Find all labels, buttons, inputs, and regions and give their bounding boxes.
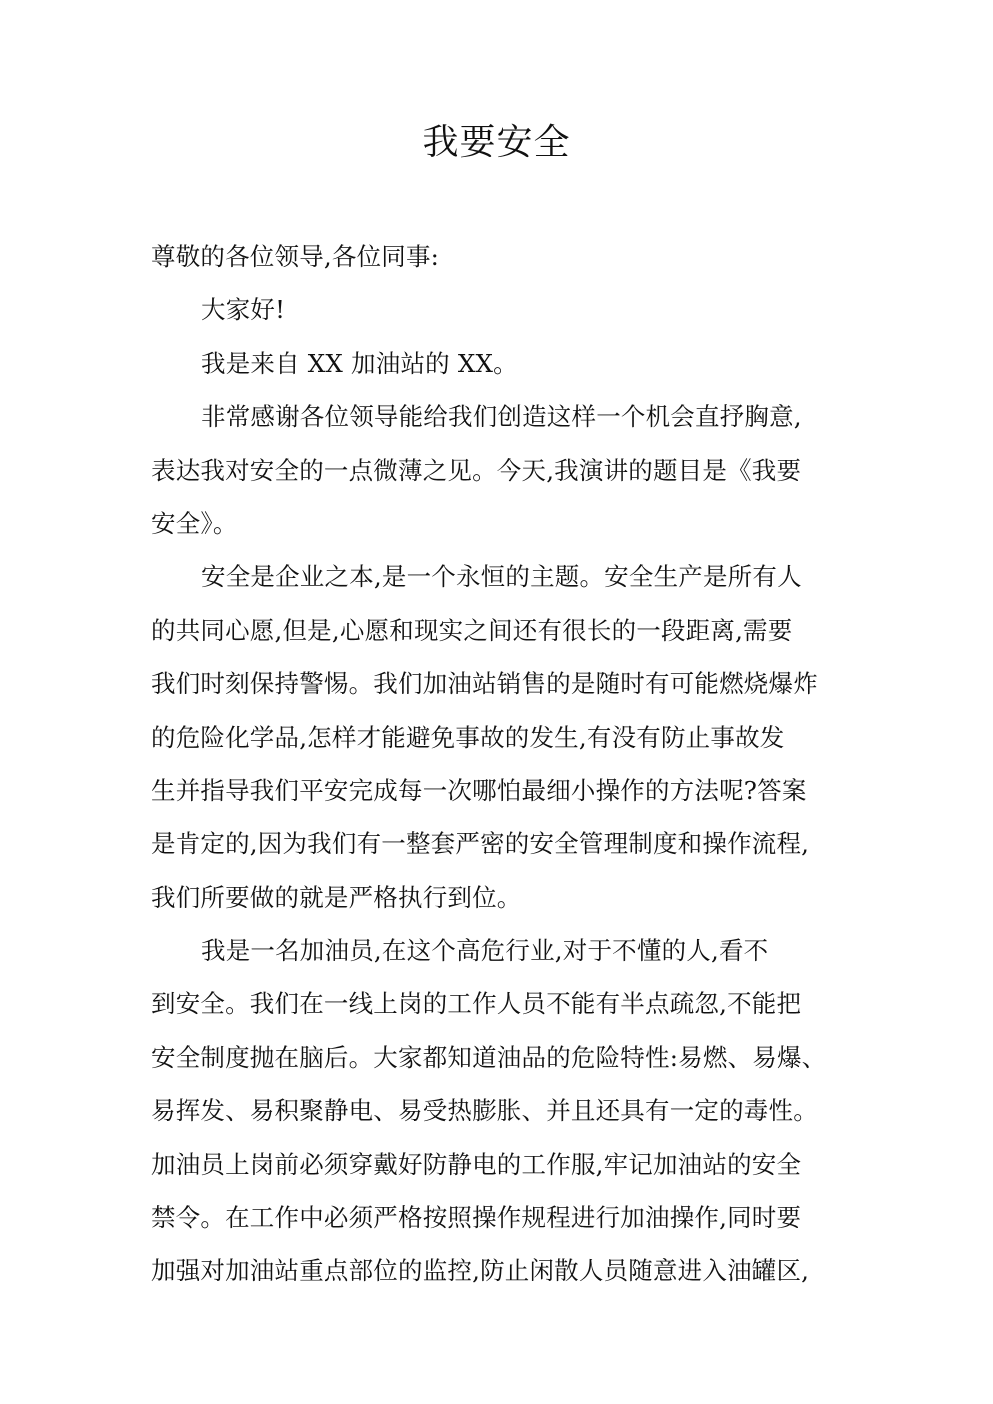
paragraph-line: 安全制度抛在脑后。大家都知道油品的危险特性:易燃、易爆、 [151,1042,827,1072]
paragraph-line: 安全》。 [151,508,238,538]
paragraph-line: 是肯定的,因为我们有一整套严密的安全管理制度和操作流程, [151,829,810,859]
paragraph-line: 表达我对安全的一点微薄之见。今天,我演讲的题目是《我要 [151,455,802,485]
paragraph-line: 到安全。我们在一线上岗的工作人员不能有半点疏忽,不能把 [151,989,802,1019]
paragraph-line: 安全是企业之本,是一个永恒的主题。安全生产是所有人 [201,562,802,592]
greeting-line: 大家好! [201,295,286,325]
paragraph-line: 加强对加油站重点部位的监控,防止闲散人员随意进入油罐区, [151,1256,810,1286]
paragraph-line: 禁令。在工作中必须严格按照操作规程进行加油操作,同时要 [151,1203,802,1233]
paragraph-line: 我们时刻保持警惕。我们加油站销售的是随时有可能燃烧爆炸 [151,669,818,699]
salutation-line: 尊敬的各位领导,各位同事: [151,242,440,271]
intro-line: 我是来自 XX 加油站的 XX。 [201,348,518,378]
paragraph-line: 的共同心愿,但是,心愿和现实之间还有很长的一段距离,需要 [151,615,793,645]
paragraph-line: 我们所要做的就是严格执行到位。 [151,882,522,912]
paragraph-line: 加油员上岗前必须穿戴好防静电的工作服,牢记加油站的安全 [151,1149,802,1179]
paragraph-line: 易挥发、易积聚静电、易受热膨胀、并且还具有一定的毒性。 [151,1096,818,1126]
paragraph-line: 的危险化学品,怎样才能避免事故的发生,有没有防止事故发 [151,722,785,752]
paragraph-line: 生并指导我们平安完成每一次哪怕最细小操作的方法呢?答案 [151,775,807,805]
paragraph-line: 非常感谢各位领导能给我们创造这样一个机会直抒胸意, [201,402,802,432]
paragraph-line: 我是一名加油员,在这个高危行业,对于不懂的人,看不 [201,936,769,966]
document-body [151,230,841,1298]
document-title: 我要安全 [422,122,571,163]
